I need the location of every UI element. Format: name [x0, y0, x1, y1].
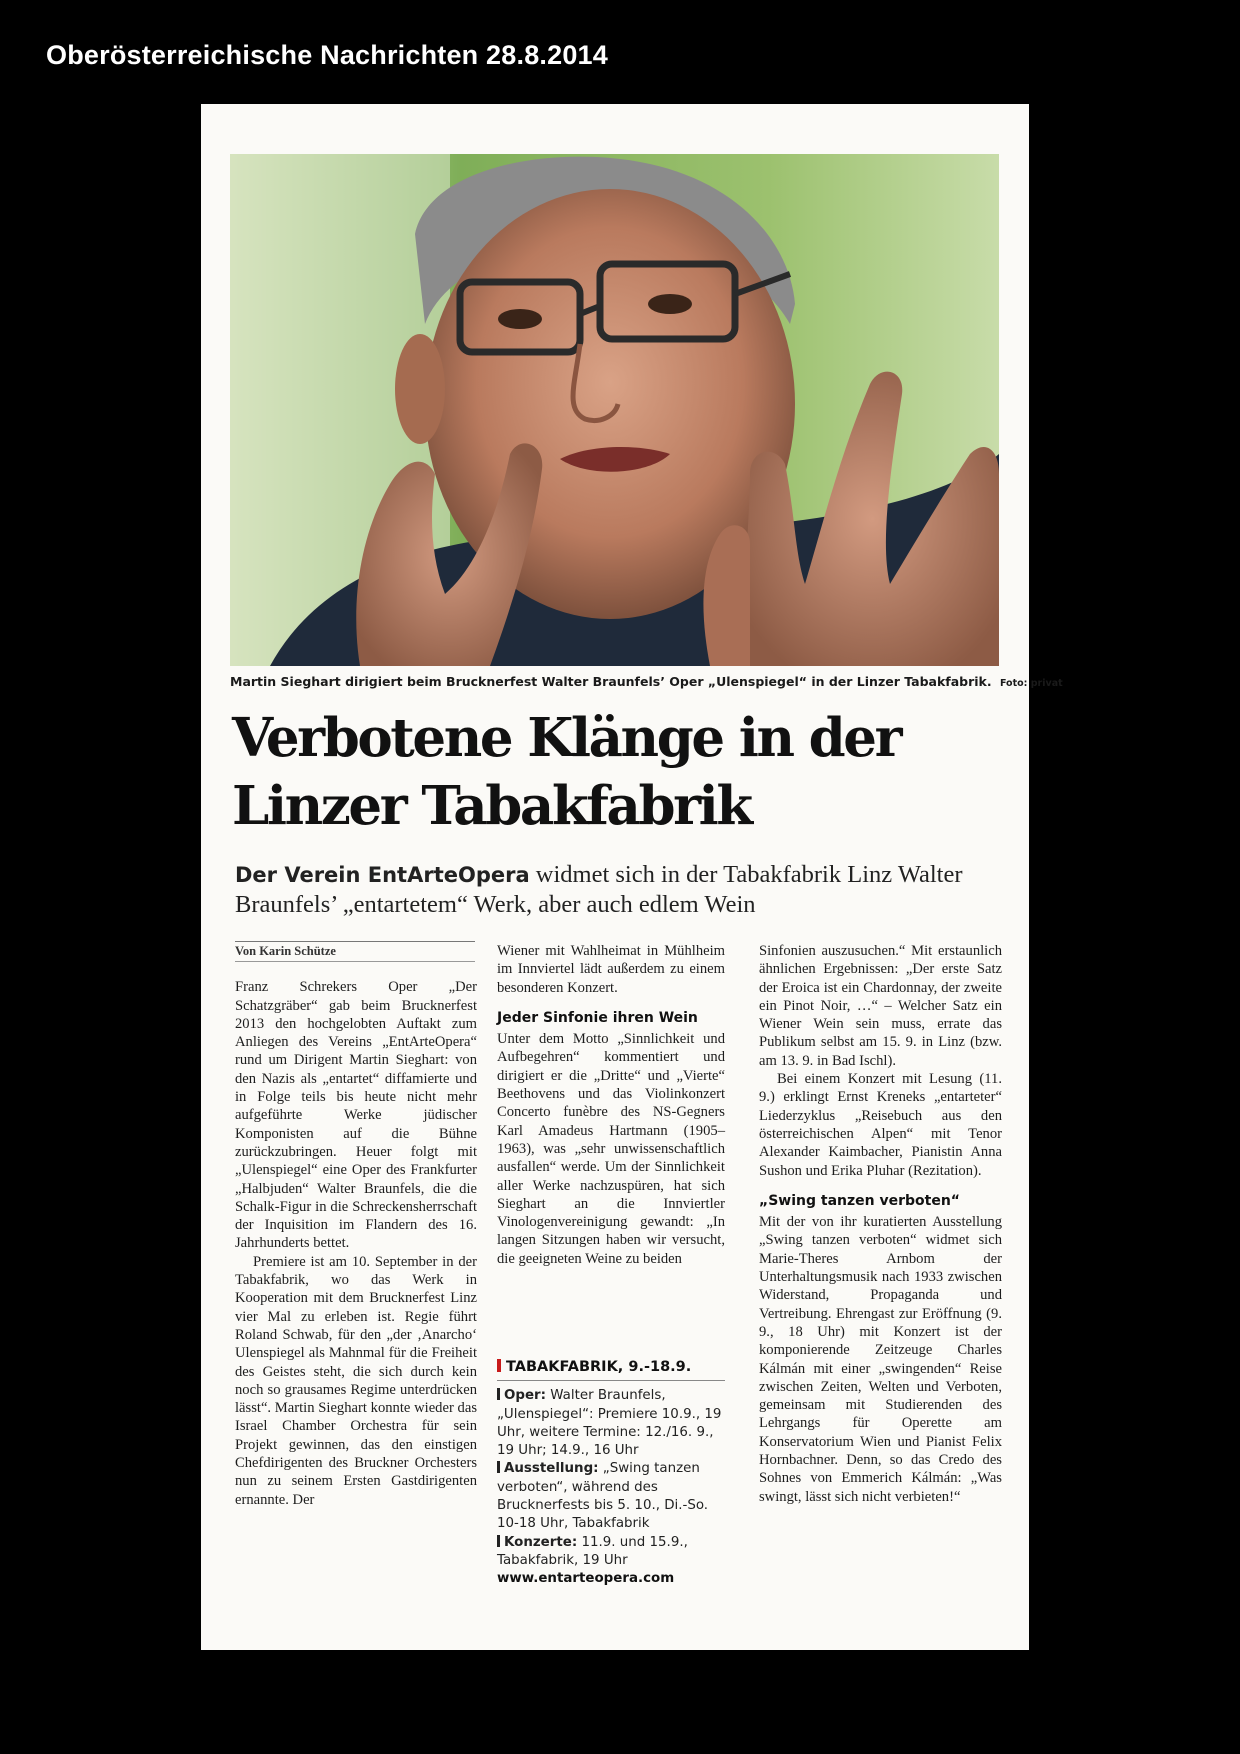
info-item-opera — [497, 1387, 725, 1460]
paragraph: Mit der von ihr kuratierten Ausstellung „Swing tanzen verboten“ widmet sich Marie-Theres Arnbom der Unterhaltungsmusik nach 1933 zwischen Widerstand, Propaganda und Vertreibung. Ehrengast zur Eröffnung (9. 9., 18 Uhr) mit Konzert ist der komponierende Zeitzeuge Charles Kálmán mit einer „swingenden“ Reise zwischen Zeiten, Welten und Verboten, gemeinsam mit Studierenden des Lehrgangs für Operette am Konservatorium Wien und Pianist Felix Hornbachner. Denn, so das Credo des Sohnes von Emmerich Kálmán: „Was swingt, lässt sich nicht verbieten!“ — [759, 1214, 1002, 1505]
red-marker-icon — [497, 1359, 501, 1372]
article-column-3 — [759, 942, 1002, 1506]
section-subheading: „Swing tanzen verboten“ — [759, 1192, 960, 1209]
caption-text: Martin Sieghart dirigiert beim Brucknerfest Walter Braunfels’ Oper „Ulenspiegel“ in der Linzer Tabakfabrik. — [230, 674, 992, 689]
info-text: Walter Braunfels, „Ulenspiegel“: Premiere 10.9., 19 Uhr, weitere Termine: 12./16. 9., 19 Uhr; 14.9., 16 Uhr — [497, 1388, 722, 1459]
article-subheadline — [235, 860, 995, 920]
paragraph: Premiere ist am 10. September in der Tabakfabrik, wo das Werk in Kooperation mit dem Brucknerfest Linz vier Mal zu erleben ist. Regie führt Roland Schwab, für den „der ‚Anarcho‘ Ulenspiegel als Mahnmal für die Freiheit des Geistes steht, die sich durch kein noch so grausames Regime unterdrücken lässt“. Martin Sieghart konnte wieder das Israel Chamber Orchestra für sein Projekt gewinnen, das den einstigen Chefdirigenten des Bruckner Orchesters nun zu seinem Ersten Gastdirigenten ernannte. Der — [235, 1253, 477, 1508]
byline: Von Karin Schütze — [235, 941, 475, 962]
info-box-title: TABAKFABRIK, 9.-18.9. — [506, 1359, 692, 1375]
info-label: Konzerte: — [504, 1534, 578, 1550]
subhead-rest: widmet sich in der Tabakfabrik Linz Walter Braunfels’ „entartetem“ Werk, aber auch edlem Wein — [235, 861, 963, 918]
article-headline: Verbotene Klänge in der Linzer Tabakfabrik — [232, 707, 901, 837]
info-item-concerts — [497, 1534, 725, 1571]
portrait-photo — [230, 154, 999, 666]
paragraph: Franz Schrekers Oper „Der Schatzgräber“ gab beim Brucknerfest 2013 den hochgelobten Auftakt zum Anliegen des Vereins „EntArteOpera“ rund um Dirigent Martin Sieghart: von den Nazis als „entartet“ diffamierte und in Folge teils bis heute nicht mehr aufgeführte Werke jüdischer Komponisten auf die Bühne zurückzubringen. Heuer folgt mit „Ulenspiegel“ eine Oper des Frankfurter „Halbjuden“ Walter Braunfels, die die Schalk-Figur in die Schreckensherrschaft der Inquisition im Flandern des 16. Jahrhunderts bettet. — [235, 979, 477, 1252]
info-item-exhibition — [497, 1460, 725, 1533]
paragraph: Sinfonien auszusuchen.“ Mit erstaunlich ähnlichen Ergebnissen: „Der erste Satz der Eroica ist ein Chardonnay, der zweite ein Pinot Noir, …“ – Welcher Satz ein Wiener Wein sein muss, errate das Publikum selbst am 15. 9. in Linz (bzw. am 13. 9. in Bad Ischl). — [759, 943, 1002, 1069]
subhead-lead: Der Verein EntArteOpera — [235, 863, 530, 887]
article-column-2 — [497, 942, 725, 1268]
paragraph: Bei einem Konzert mit Lesung (11. 9.) erklingt Ernst Kreneks „entarteter“ Liederzyklus „Reisebuch aus den österreichischen Alpen“ mit Tenor Alexander Kaimbacher, Pianistin Anna Sushon und Erika Pluhar (Rezitation). — [759, 1071, 1002, 1179]
bullet-bar-icon — [497, 1461, 500, 1473]
publication-label: Oberösterreichische Nachrichten 28.8.2014 — [46, 40, 608, 70]
info-label: Ausstellung: — [504, 1461, 599, 1477]
bullet-bar-icon — [497, 1388, 500, 1400]
section-subheading: Jeder Sinfonie ihren Wein — [497, 1009, 698, 1026]
newspaper-clipping — [201, 104, 1063, 1650]
paragraph: Unter dem Motto „Sinnlichkeit und Aufbegehren“ kommentiert und dirigiert er die „Dritte“ und „Vierte“ Beethovens und das Violinkonzert Concerto funèbre des NS-Gegners Karl Amadeus Hartmann (1905–1963), was „sehr unwissenschaftlich ausfallen“ werde. Um der Sinnlichkeit aller Werke nachzuspüren, hat sich Sieghart an die Innviertler Vinologenvereinigung gewandt: „In langen Sitzungen haben wir versucht, die geeigneten Weine zu beiden — [497, 1031, 725, 1267]
article-column-1 — [235, 942, 477, 1509]
event-info-box — [497, 1358, 725, 1589]
info-text: 11.9. und 15.9., Tabakfabrik, 19 Uhr — [497, 1534, 688, 1568]
website-link[interactable]: www.entarteopera.com — [497, 1571, 675, 1587]
man-portrait-image — [230, 154, 999, 666]
info-text: „Swing tanzen verboten“, während des Brucknerfests bis 5. 10., Di.-So. 10-18 Uhr, Tabakfabrik — [497, 1461, 709, 1532]
info-label: Oper: — [504, 1388, 547, 1404]
photo-credit: Foto: privat — [999, 678, 1063, 689]
paragraph: Wiener mit Wahlheimat in Mühlheim im Innviertel lädt außerdem zu einem besonderen Konzert. — [497, 943, 725, 996]
info-box-heading — [497, 1358, 725, 1381]
photo-caption — [230, 674, 1063, 689]
bullet-bar-icon — [497, 1535, 500, 1547]
